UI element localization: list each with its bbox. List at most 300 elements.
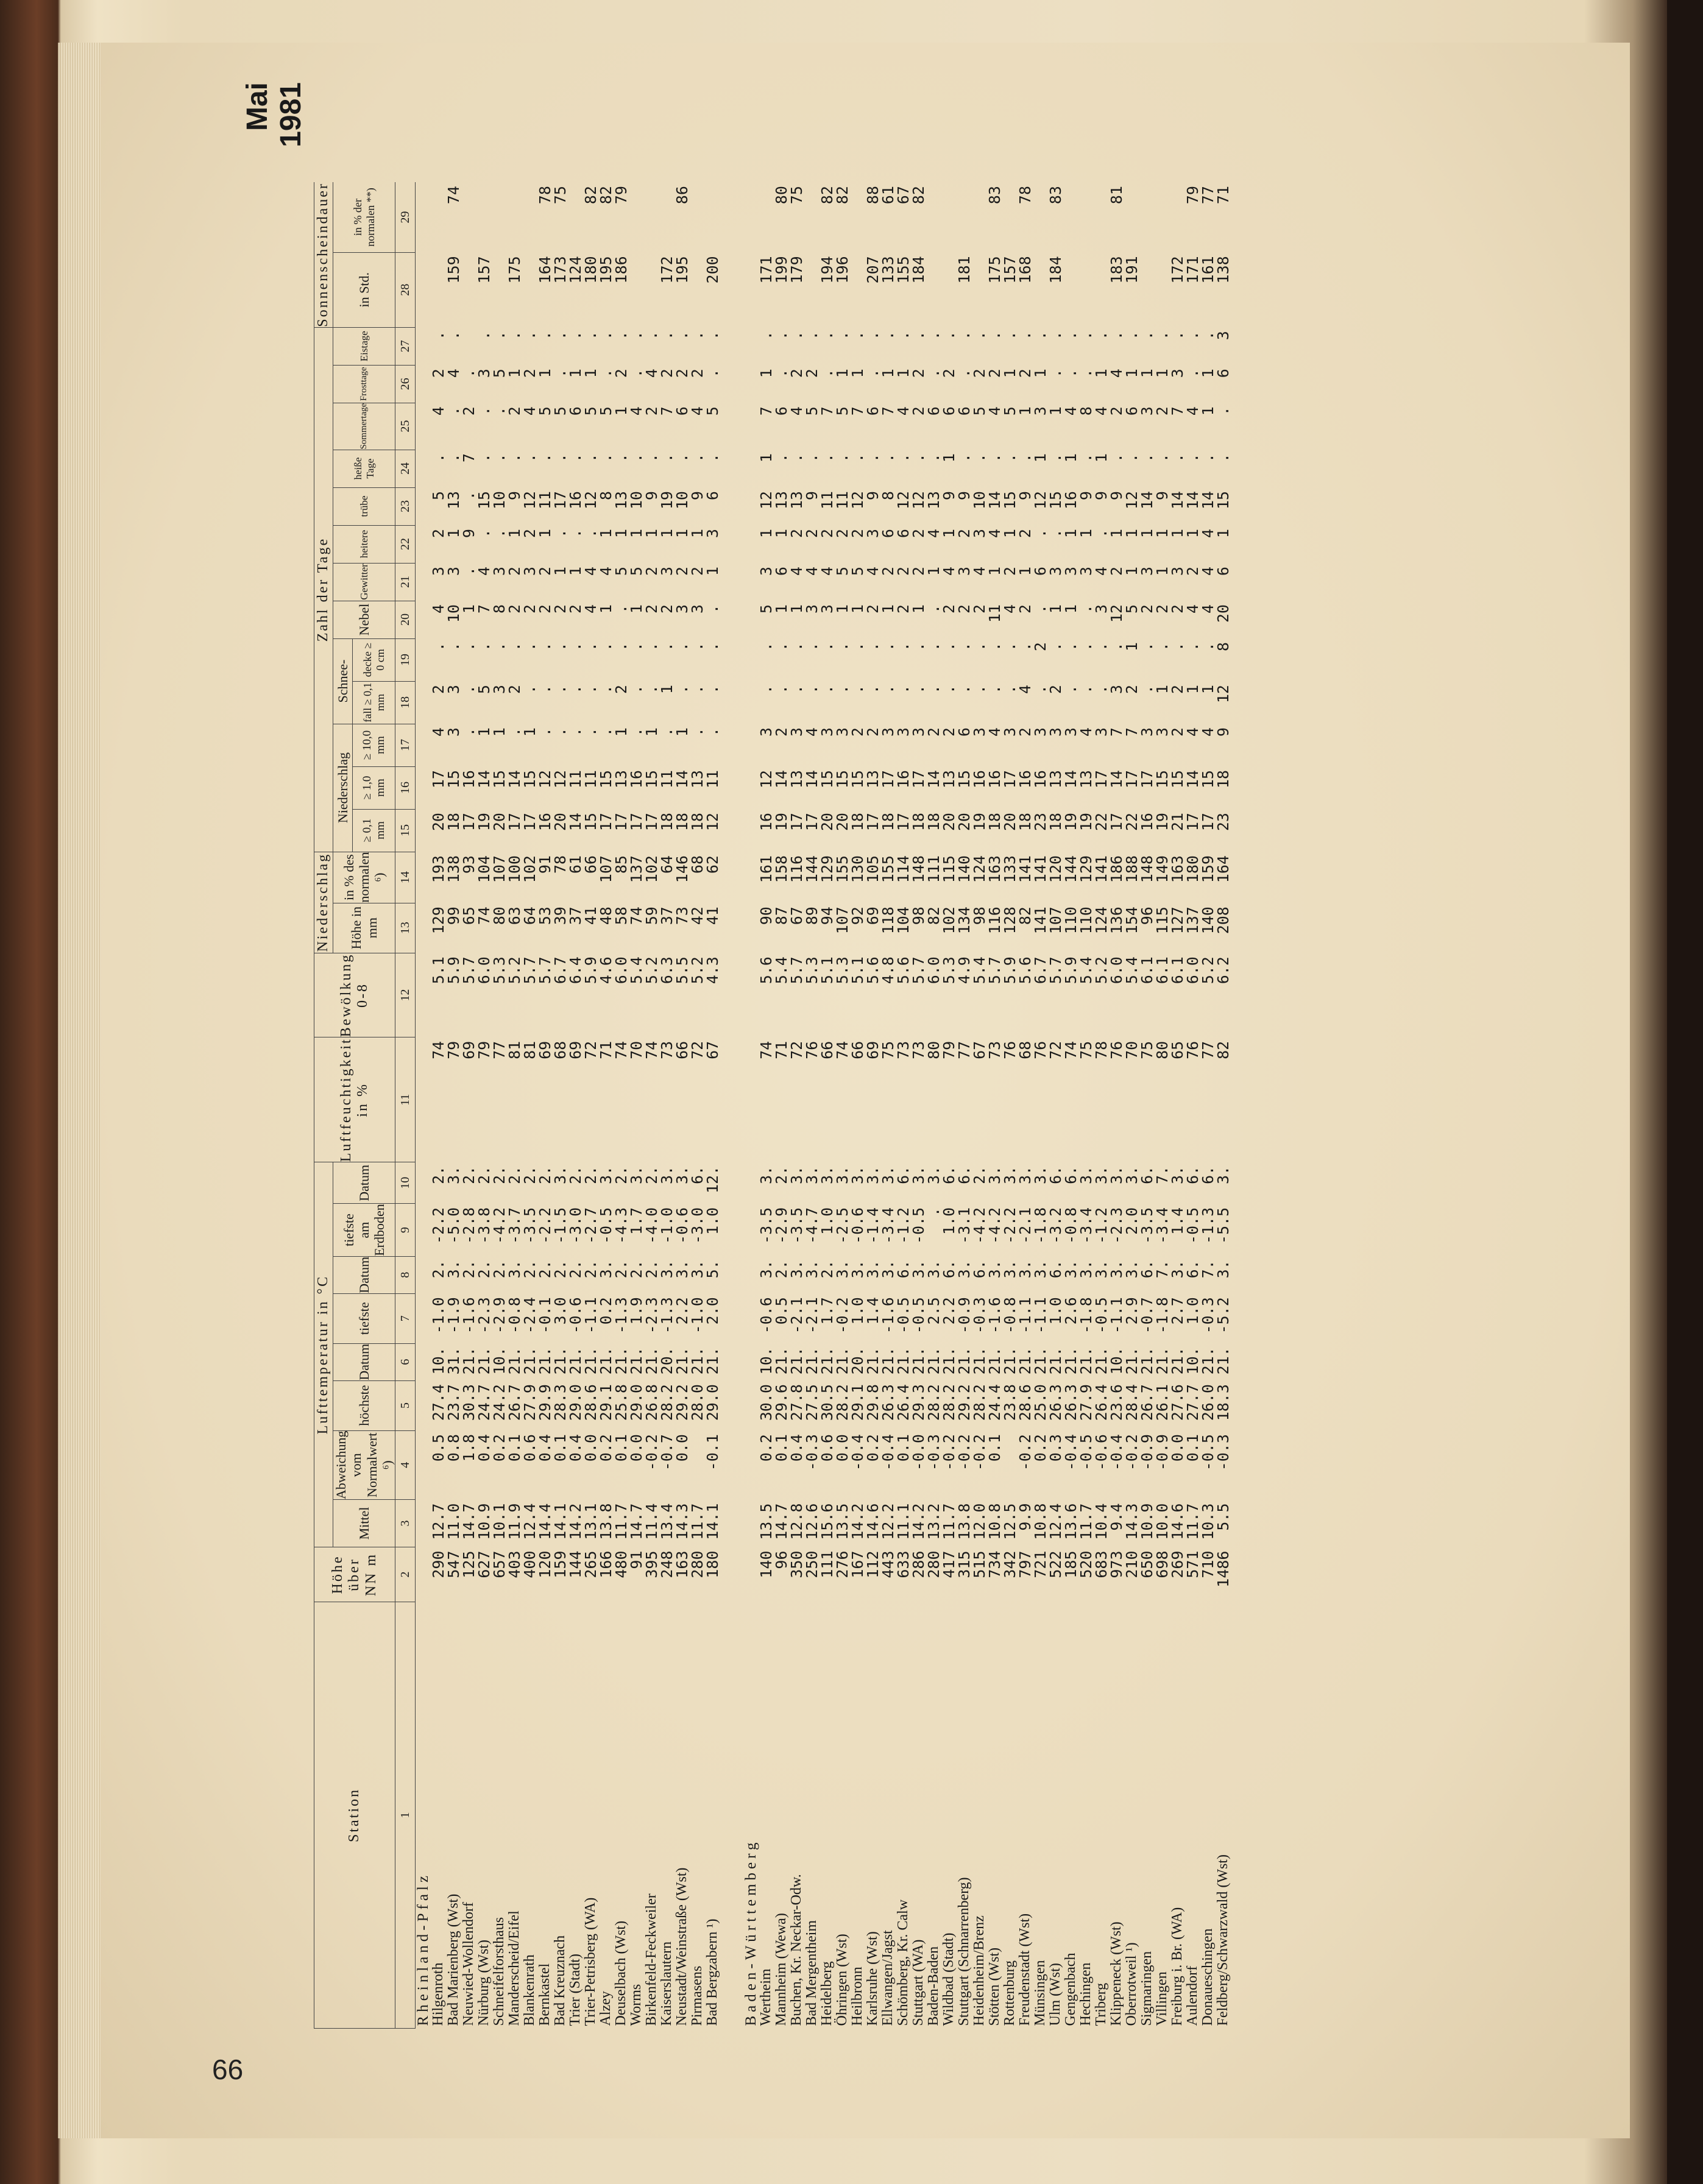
table-cell: 627 — [475, 1550, 494, 1578]
table-cell: 10. — [757, 1347, 776, 1375]
table-cell: 12 — [1123, 491, 1141, 510]
station-name: Birkenfeld-Feckweiler — [643, 1893, 660, 2026]
header-schnee: Schnee- — [333, 638, 353, 724]
table-cell: 71 — [1214, 186, 1233, 205]
table-cell: 9 — [1108, 491, 1126, 501]
table-cell: 196 — [834, 256, 852, 284]
table-cell: 186 — [1108, 855, 1126, 883]
table-cell: 120 — [1047, 855, 1065, 883]
table-cell: 28.2 — [971, 1384, 989, 1421]
table-cell: 21. — [1092, 1347, 1111, 1375]
table-cell: . — [704, 331, 722, 341]
table-cell: 5.3 — [834, 956, 852, 984]
table-cell: . — [955, 369, 974, 378]
table-cell: 2 — [430, 685, 448, 694]
column-number: 15 — [395, 809, 416, 852]
table-cell: . — [689, 727, 707, 737]
table-cell: 3 — [788, 727, 806, 737]
table-cell: 74 — [628, 906, 646, 925]
table-cell: 16 — [1062, 491, 1080, 510]
table-cell: 3. — [658, 1260, 676, 1279]
table-cell: 520 — [1077, 1550, 1096, 1578]
table-cell: 26.7 — [1138, 1384, 1156, 1421]
table-cell: 6. — [1047, 1165, 1065, 1184]
table-cell — [492, 182, 507, 252]
table-cell: 161 — [1199, 256, 1217, 284]
table-cell: -0.1 — [536, 1297, 554, 1334]
table-cell: 20 — [1001, 813, 1019, 832]
table-cell: -0.7 — [658, 1434, 676, 1471]
table-cell: 200 — [704, 256, 722, 284]
table-cell: 4 — [1184, 727, 1202, 737]
table-cell: . — [879, 331, 898, 341]
table-cell: 2. — [475, 1165, 494, 1184]
table-cell: -2.1 — [803, 1297, 821, 1334]
table-cell: -0.6 — [673, 1207, 692, 1244]
table-cell: 3. — [1108, 1165, 1126, 1184]
table-cell: 13.8 — [955, 1503, 974, 1540]
table-cell: -2.5 — [834, 1207, 852, 1244]
table-cell: 0.5 — [430, 1434, 448, 1462]
table-cell: . — [658, 727, 676, 737]
table-cell: 4 — [1092, 406, 1111, 416]
table-cell: 4 — [1016, 685, 1035, 694]
table-cell: 21. — [1032, 1347, 1050, 1375]
table-cell: . — [567, 685, 585, 694]
station-name: Sigmaringen — [1139, 1951, 1155, 2026]
table-cell: 1 — [1184, 685, 1202, 694]
table-cell: 10. — [1108, 1347, 1126, 1375]
table-cell: . — [940, 331, 958, 341]
table-cell: -0.2 — [1123, 1434, 1141, 1471]
table-cell: 9.4 — [1108, 1503, 1126, 1531]
table-cell: 111 — [925, 855, 943, 883]
column-number-row — [395, 182, 416, 2028]
table-cell: 208 — [1214, 906, 1233, 935]
table-cell: 168 — [1016, 256, 1035, 284]
table-cell: 3. — [658, 1165, 676, 1184]
table-cell: 0.6 — [521, 1434, 539, 1462]
table-cell: 5.6 — [894, 956, 913, 984]
table-cell: 13 — [925, 491, 943, 510]
table-cell: 175 — [986, 256, 1004, 284]
table-cell: 14.6 — [864, 1503, 882, 1540]
table-cell: 2 — [658, 369, 676, 378]
table-cell: -0.8 — [1001, 1297, 1019, 1334]
table-cell: 193 — [430, 855, 448, 883]
table-cell: 12.0 — [971, 1503, 989, 1540]
table-cell: 74 — [643, 1041, 661, 1059]
table-cell: 163 — [986, 855, 1004, 883]
table-cell: . — [1092, 685, 1111, 694]
table-cell: 16 — [628, 770, 646, 789]
station-name: Schömberg, Kr. Calw — [895, 1899, 912, 2026]
table-cell: 82 — [1016, 906, 1035, 925]
table-cell: . — [551, 369, 570, 378]
table-cell: . — [1001, 685, 1019, 694]
column-number: 16 — [395, 766, 416, 809]
table-cell: 15 — [521, 770, 539, 789]
table-cell: 2. — [506, 1165, 524, 1184]
table-cell: 4 — [1184, 406, 1202, 416]
table-cell: 6. — [955, 1165, 974, 1184]
table-cell: 21. — [551, 1347, 570, 1375]
table-cell: 15 — [643, 770, 661, 789]
table-cell: 14.1 — [704, 1503, 722, 1540]
station-row — [537, 182, 553, 2028]
table-cell: 23 — [1214, 813, 1233, 832]
table-cell: 17 — [788, 813, 806, 832]
table-cell: 4 — [803, 727, 821, 737]
table-cell: 6.7 — [551, 956, 570, 984]
table-cell: 37 — [658, 906, 676, 925]
table-cell: 12 — [757, 770, 776, 789]
table-cell: 2 — [643, 406, 661, 416]
region-spacer — [720, 182, 743, 2028]
table-cell: . — [704, 369, 722, 378]
table-body — [416, 182, 1231, 2028]
table-cell: 1 — [612, 727, 631, 737]
table-cell: 14 — [1169, 491, 1187, 510]
header-lufttemperatur: Lufttemperatur in °C — [314, 1162, 333, 1547]
table-cell: 28.4 — [1123, 1384, 1141, 1421]
table-cell: 1 — [1199, 685, 1217, 694]
table-cell: 6. — [940, 1165, 958, 1184]
table-cell: 27.7 — [1184, 1384, 1202, 1421]
table-cell: 185 — [1062, 1550, 1080, 1578]
table-cell: 2 — [536, 604, 554, 614]
table-cell: 78 — [1092, 1041, 1111, 1059]
table-cell: 5.3 — [940, 956, 958, 984]
station-row — [705, 182, 720, 2028]
station-row — [1124, 182, 1139, 2028]
table-cell: . — [1077, 642, 1096, 652]
table-cell: 173 — [551, 256, 570, 284]
table-cell: 5 — [475, 685, 494, 694]
table-cell — [690, 182, 705, 252]
column-number: 20 — [395, 601, 416, 638]
station-row — [926, 182, 941, 2028]
table-cell: 2 — [910, 369, 928, 378]
table-cell: 3 — [1138, 727, 1156, 737]
header-station: Station — [314, 1602, 395, 2029]
table-cell: 14 — [1108, 770, 1126, 789]
column-number: 18 — [395, 681, 416, 724]
table-cell: 2. — [582, 1260, 600, 1279]
table-cell: 128 — [1001, 906, 1019, 935]
table-cell: 13 — [445, 491, 463, 510]
table-cell: 3 — [1169, 369, 1187, 378]
column-number: 3 — [395, 1500, 416, 1547]
table-cell: 2 — [971, 369, 989, 378]
table-cell: 29.1 — [849, 1384, 867, 1421]
table-cell: 17 — [803, 813, 821, 832]
column-number: 14 — [395, 852, 416, 903]
table-cell: 5 — [971, 406, 989, 416]
table-cell: 1 — [673, 529, 692, 539]
table-cell: . — [773, 453, 791, 463]
table-cell: . — [818, 685, 837, 694]
table-cell: 2 — [1153, 604, 1172, 614]
table-cell: 0.1 — [894, 1434, 913, 1462]
table-cell: 21. — [940, 1347, 958, 1375]
table-cell: -4.7 — [803, 1207, 821, 1244]
station-name: Manderscheid/Eifel — [506, 1910, 523, 2026]
table-cell: 1 — [1062, 604, 1080, 614]
table-cell: 3. — [1092, 1260, 1111, 1279]
table-cell: 13 — [773, 491, 791, 510]
table-cell: 2. — [643, 1165, 661, 1184]
station-row — [644, 182, 659, 2028]
table-cell: -4.2 — [971, 1207, 989, 1244]
station-name: Heilbronn — [849, 1967, 866, 2026]
table-cell: 7 — [658, 406, 676, 416]
table-cell: 1.4 — [1169, 1207, 1187, 1235]
table-cell: 28.3 — [551, 1384, 570, 1421]
table-cell: . — [1138, 685, 1156, 694]
table-cell: 14 — [506, 770, 524, 789]
table-cell: 7 — [757, 406, 776, 416]
table-cell: 3 — [1169, 567, 1187, 576]
table-cell: 184 — [1047, 256, 1065, 284]
table-cell: 20 — [1214, 604, 1233, 623]
table-cell: 24.4 — [986, 1384, 1004, 1421]
table-cell: 21 — [1169, 813, 1187, 832]
table-cell: 163 — [1169, 855, 1187, 883]
station-row — [476, 182, 492, 2028]
column-number: 28 — [395, 252, 416, 327]
table-cell: 2 — [834, 529, 852, 539]
table-cell: -0.6 — [849, 1207, 867, 1244]
table-cell: 2 — [673, 369, 692, 378]
table-cell: 16 — [567, 491, 585, 510]
table-cell: . — [1184, 369, 1202, 378]
table-cell: 2 — [818, 529, 837, 539]
table-cell: 10. — [490, 1347, 509, 1375]
table-cell: 75 — [551, 186, 570, 205]
table-cell: 3 — [879, 727, 898, 737]
table-cell: 5. — [704, 1260, 722, 1279]
table-cell: . — [506, 642, 524, 652]
table-cell: . — [818, 642, 837, 652]
table-cell: . — [1001, 453, 1019, 463]
table-cell: 14.3 — [673, 1503, 692, 1540]
station-row — [774, 182, 789, 2028]
column-number: 9 — [395, 1204, 416, 1257]
table-cell: 5 — [628, 567, 646, 576]
table-cell: 4 — [430, 604, 448, 614]
table-cell: -1.2 — [1092, 1207, 1111, 1244]
table-cell: . — [1016, 331, 1035, 341]
table-cell — [1094, 182, 1109, 252]
table-cell: 79 — [612, 186, 631, 205]
table-cell: 1 — [521, 727, 539, 737]
header-tiefste: tiefste — [333, 1293, 395, 1343]
table-cell: 133 — [1001, 855, 1019, 883]
table-cell: 91 — [536, 855, 554, 874]
table-cell: 3 — [864, 529, 882, 539]
table-cell: 17 — [1108, 813, 1126, 832]
station-name: Freiburg i. Br. (WA) — [1169, 1907, 1186, 2026]
station-name: Donaueschingen — [1200, 1928, 1216, 2026]
table-cell: 13 — [1047, 770, 1065, 789]
table-cell: 3. — [803, 1165, 821, 1184]
table-cell: 69 — [864, 906, 882, 925]
station-name: Klippeneck (Wst) — [1108, 1921, 1125, 2026]
table-cell: . — [894, 453, 913, 463]
table-cell: 2. — [773, 1260, 791, 1279]
table-cell: 10 — [628, 491, 646, 510]
table-cell: 171 — [1184, 256, 1202, 284]
table-cell: . — [757, 642, 776, 652]
table-cell: 6.4 — [567, 956, 585, 984]
table-cell: 683 — [1092, 1550, 1111, 1578]
table-cell: 78 — [551, 855, 570, 874]
table-cell: . — [597, 642, 615, 652]
table-cell: 16 — [986, 770, 1004, 789]
table-cell: . — [1169, 453, 1187, 463]
table-cell: 21. — [910, 1347, 928, 1375]
table-cell: 5 — [430, 491, 448, 501]
table-cell: . — [490, 406, 509, 416]
table-cell: -0.6 — [567, 1297, 585, 1334]
table-cell: 16 — [1016, 770, 1035, 789]
station-row — [598, 182, 614, 2028]
station-row — [957, 182, 972, 2028]
table-cell: 12. — [704, 1165, 722, 1193]
table-cell: 3. — [1077, 1260, 1096, 1279]
table-cell: 18.3 — [1214, 1384, 1233, 1421]
table-cell: 74 — [445, 186, 463, 205]
header-ns-100: ≥ 10,0 mm — [353, 724, 395, 766]
table-cell: 21. — [894, 1347, 913, 1375]
table-cell: 9.9 — [1016, 1503, 1035, 1531]
table-cell: 8 — [1214, 642, 1233, 652]
table-cell: 17 — [879, 770, 898, 789]
station-row — [1094, 182, 1109, 2028]
table-cell: 88 — [864, 186, 882, 205]
column-number: 6 — [395, 1343, 416, 1380]
column-number: 19 — [395, 638, 416, 681]
table-cell: 18 — [689, 813, 707, 832]
header-eistage: Eistage — [333, 327, 395, 365]
table-cell: -1.3 — [658, 1297, 676, 1334]
table-cell: 17 — [864, 813, 882, 832]
table-cell: 82 — [834, 186, 852, 205]
table-cell: 3. — [1108, 1260, 1126, 1279]
table-cell: 5 — [612, 567, 631, 576]
table-cell: . — [1108, 453, 1126, 463]
table-cell: 0.4 — [475, 1434, 494, 1462]
table-cell: -5.2 — [1214, 1297, 1233, 1334]
table-cell: 2 — [910, 567, 928, 576]
table-cell: 129 — [1077, 855, 1096, 883]
table-cell: . — [612, 453, 631, 463]
table-cell: 14 — [925, 770, 943, 789]
station-name: Trier (Stadt) — [567, 1954, 584, 2026]
table-cell: . — [925, 453, 943, 463]
table-cell: 188 — [1123, 855, 1141, 883]
table-cell: 24.2 — [490, 1384, 509, 1421]
table-cell: . — [955, 685, 974, 694]
table-cell: 21. — [834, 1347, 852, 1375]
table-cell: 2 — [773, 727, 791, 737]
table-cell: 172 — [1169, 256, 1187, 284]
table-cell: . — [1032, 685, 1050, 694]
table-cell: . — [551, 685, 570, 694]
table-cell: 5.7 — [521, 956, 539, 984]
table-cell: 69 — [536, 1041, 554, 1059]
table-cell: 68 — [689, 855, 707, 874]
table-cell: . — [1184, 453, 1202, 463]
table-cell — [644, 252, 659, 327]
table-cell: -1.2 — [894, 1207, 913, 1244]
station-row — [789, 182, 804, 2028]
table-cell: 2 — [803, 369, 821, 378]
table-cell: 4 — [1199, 727, 1217, 737]
table-cell: 4 — [1077, 727, 1096, 737]
table-cell: 5 — [490, 369, 509, 378]
table-cell: . — [567, 331, 585, 341]
table-cell: 81 — [1108, 186, 1126, 205]
table-cell: -0.2 — [955, 1434, 974, 1471]
table-cell: 3 — [971, 529, 989, 539]
table-cell: 12.2 — [879, 1503, 898, 1540]
table-cell: 30.0 — [757, 1384, 776, 1421]
table-cell: 14.2 — [567, 1503, 585, 1540]
table-cell: 2 — [506, 685, 524, 694]
table-cell — [1078, 252, 1094, 327]
table-cell: . — [445, 406, 463, 416]
table-cell: . — [536, 331, 554, 341]
table-cell: 1 — [1138, 369, 1156, 378]
table-cell: 14 — [1138, 491, 1156, 510]
table-cell: . — [1169, 331, 1187, 341]
table-cell: . — [864, 642, 882, 652]
table-cell: 155 — [834, 855, 852, 883]
table-cell: 70 — [1123, 1041, 1141, 1059]
table-cell: 3 — [971, 727, 989, 737]
table-cell: 20 — [430, 813, 448, 832]
table-cell: 3 — [757, 567, 776, 576]
header-hoehe: Höhe über NN m — [314, 1547, 395, 1602]
table-cell: 72 — [582, 1041, 600, 1059]
table-cell: . — [567, 642, 585, 652]
table-cell: 5.1 — [849, 956, 867, 984]
station-row — [941, 182, 957, 2028]
station-name: Heidelberg — [819, 1961, 835, 2026]
table-cell: 146 — [673, 855, 692, 883]
table-cell: 26.8 — [643, 1384, 661, 1421]
table-cell: 90 — [757, 906, 776, 925]
table-cell: . — [628, 642, 646, 652]
table-cell: 1 — [757, 529, 776, 539]
table-cell: -3.5 — [1138, 1207, 1156, 1244]
table-cell: 3. — [925, 1165, 943, 1184]
table-cell: 2 — [612, 685, 631, 694]
page-edges — [58, 43, 101, 2138]
table-cell: 23.6 — [1108, 1384, 1126, 1421]
table-cell: 21. — [971, 1347, 989, 1375]
table-cell: . — [849, 642, 867, 652]
table-cell: 3. — [803, 1260, 821, 1279]
table-cell: 1.7 — [628, 1207, 646, 1235]
table-cell: 2 — [1169, 727, 1187, 737]
table-cell: 26.4 — [894, 1384, 913, 1421]
table-cell: 141 — [1032, 906, 1050, 935]
table-cell: 0.1 — [506, 1434, 524, 1462]
table-cell: 6 — [773, 567, 791, 576]
